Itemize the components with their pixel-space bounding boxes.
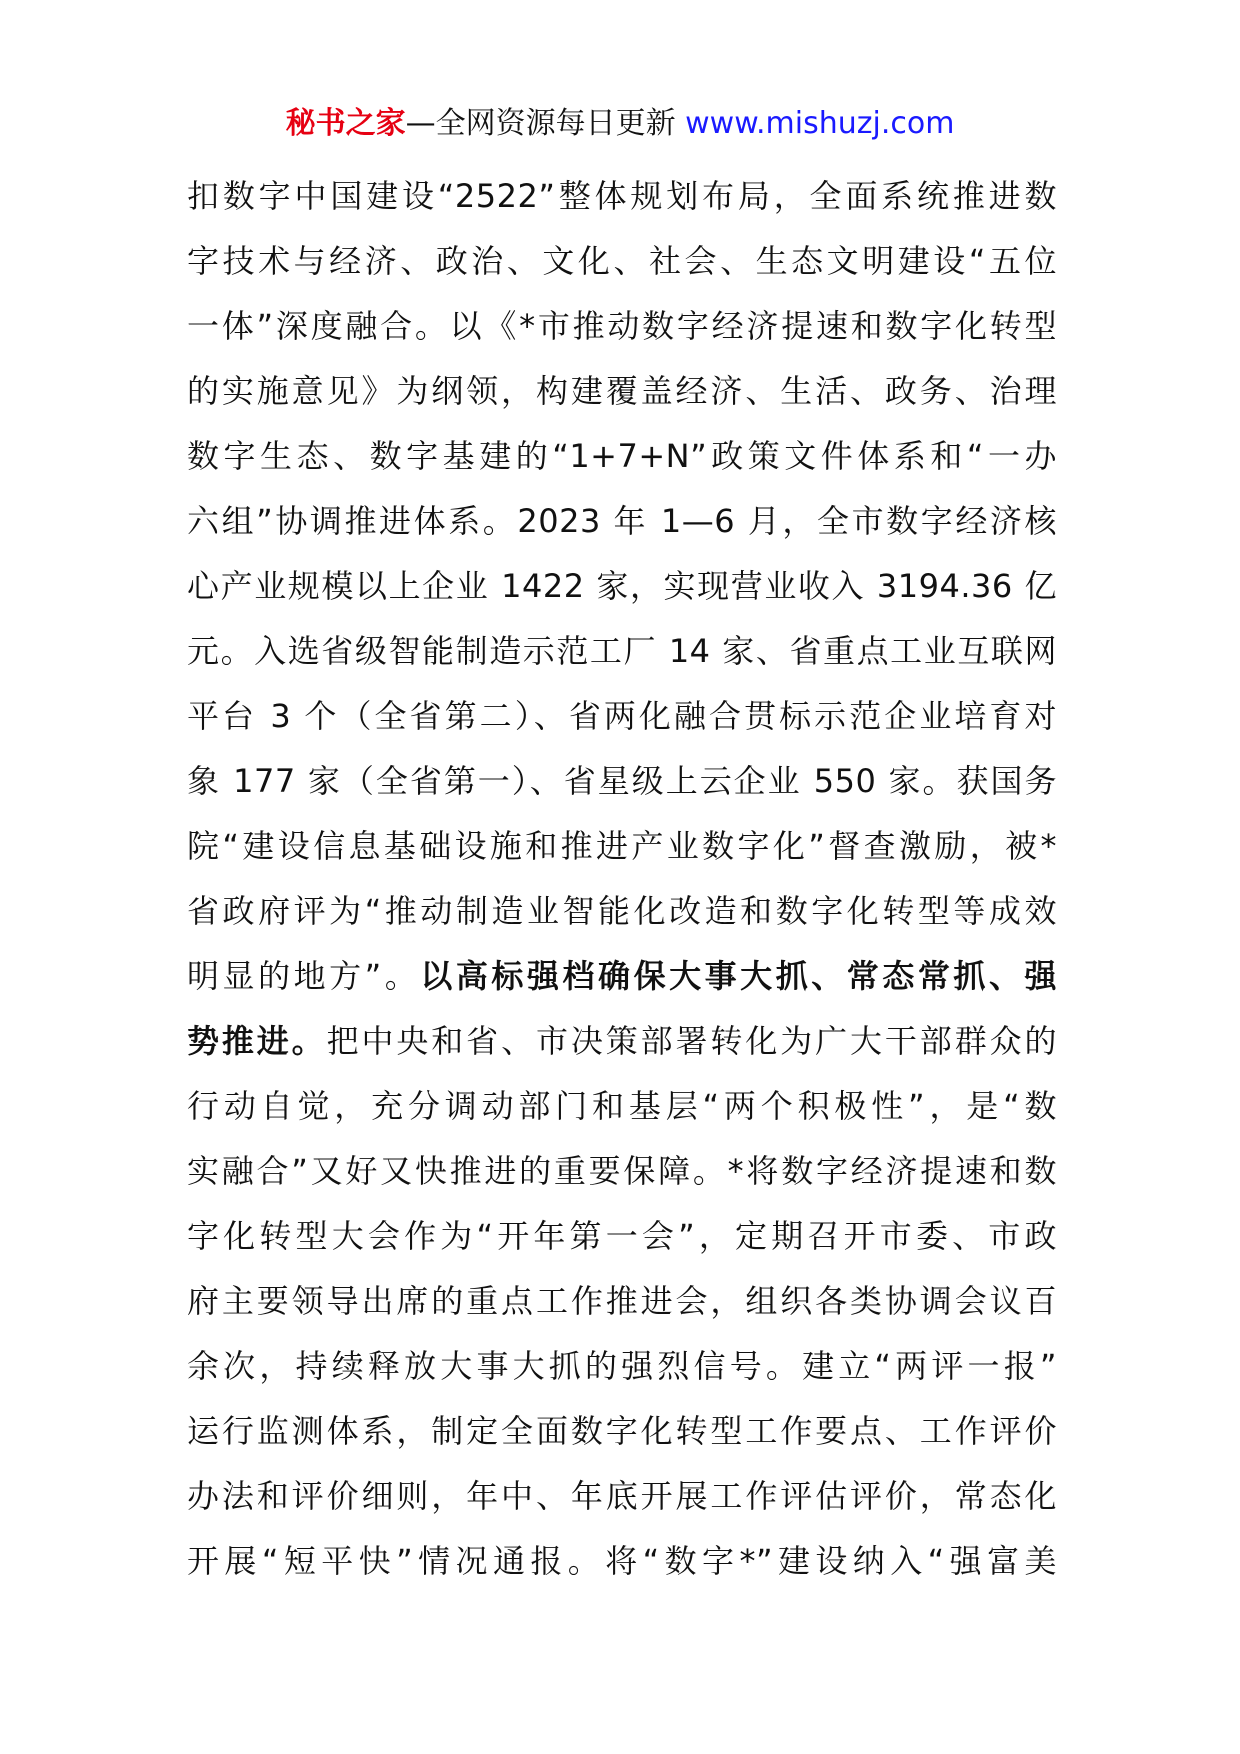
- text-line: 余次，持续释放大事大抓的强烈信号。建立“两评一报”: [187, 1347, 1057, 1385]
- text-line: 明显的地方”。以高标强档确保大事大抓、常态常抓、强: [187, 957, 1057, 995]
- text-line: 开展“短平快”情况通报。将“数字*”建设纳入“强富美: [187, 1542, 1057, 1580]
- text-line: 心产业规模以上企业 1422 家，实现营业收入 3194.36 亿: [187, 567, 1057, 605]
- text-line: 实融合”又好又快推进的重要保障。*将数字经济提速和数: [187, 1152, 1057, 1190]
- bold-heading-text: 势推进。: [187, 1022, 327, 1060]
- text-line: 字技术与经济、政治、文化、社会、生态文明建设“五位: [187, 242, 1057, 280]
- bold-heading-text: 以高标强档确保大事大抓、常态常抓、强: [420, 957, 1057, 995]
- site-slogan: —全网资源每日更新: [405, 106, 686, 141]
- text-line: 势推进。把中央和省、市决策部署转化为广大干部群众的: [187, 1022, 1057, 1060]
- text-line: 省政府评为“推动制造业智能化改造和数字化转型等成效: [187, 892, 1057, 930]
- text-line: 办法和评价细则，年中、年底开展工作评估评价，常态化: [187, 1477, 1057, 1515]
- text-line: 象 177 家（全省第一）、省星级上云企业 550 家。获国务: [187, 762, 1057, 800]
- site-header: [0, 100, 1240, 148]
- text-line: 字化转型大会作为“开年第一会”，定期召开市委、市政: [187, 1217, 1057, 1255]
- text-line: 数字生态、数字基建的“1+7+N”政策文件体系和“一办: [187, 437, 1057, 475]
- text-line: 院“建设信息基础设施和推进产业数字化”督查激励，被*: [187, 827, 1057, 865]
- text-line: 运行监测体系，制定全面数字化转型工作要点、工作评价: [187, 1412, 1057, 1450]
- text-line: 元。入选省级智能制造示范工厂 14 家、省重点工业互联网: [187, 632, 1057, 670]
- text-line: 六组”协调推进体系。2023 年 1—6 月，全市数字经济核: [187, 502, 1057, 540]
- text-line: 府主要领导出席的重点工作推进会，组织各类协调会议百: [187, 1282, 1057, 1320]
- text-line: 平台 3 个（全省第二）、省两化融合贯标示范企业培育对: [187, 697, 1057, 735]
- text-line: 的实施意见》为纲领，构建覆盖经济、生活、政务、治理: [187, 372, 1057, 410]
- text-line: 行动自觉，充分调动部门和基层“两个积极性”，是“数: [187, 1087, 1057, 1125]
- document-body: [187, 164, 1057, 1594]
- text-line: 扣数字中国建设“2522”整体规划布局，全面系统推进数: [187, 177, 1057, 215]
- site-url-link[interactable]: www.mishuzj.com: [685, 106, 955, 141]
- text-line: 一体”深度融合。以《*市推动数字经济提速和数字化转型: [187, 307, 1057, 345]
- site-brand: 秘书之家: [285, 106, 406, 141]
